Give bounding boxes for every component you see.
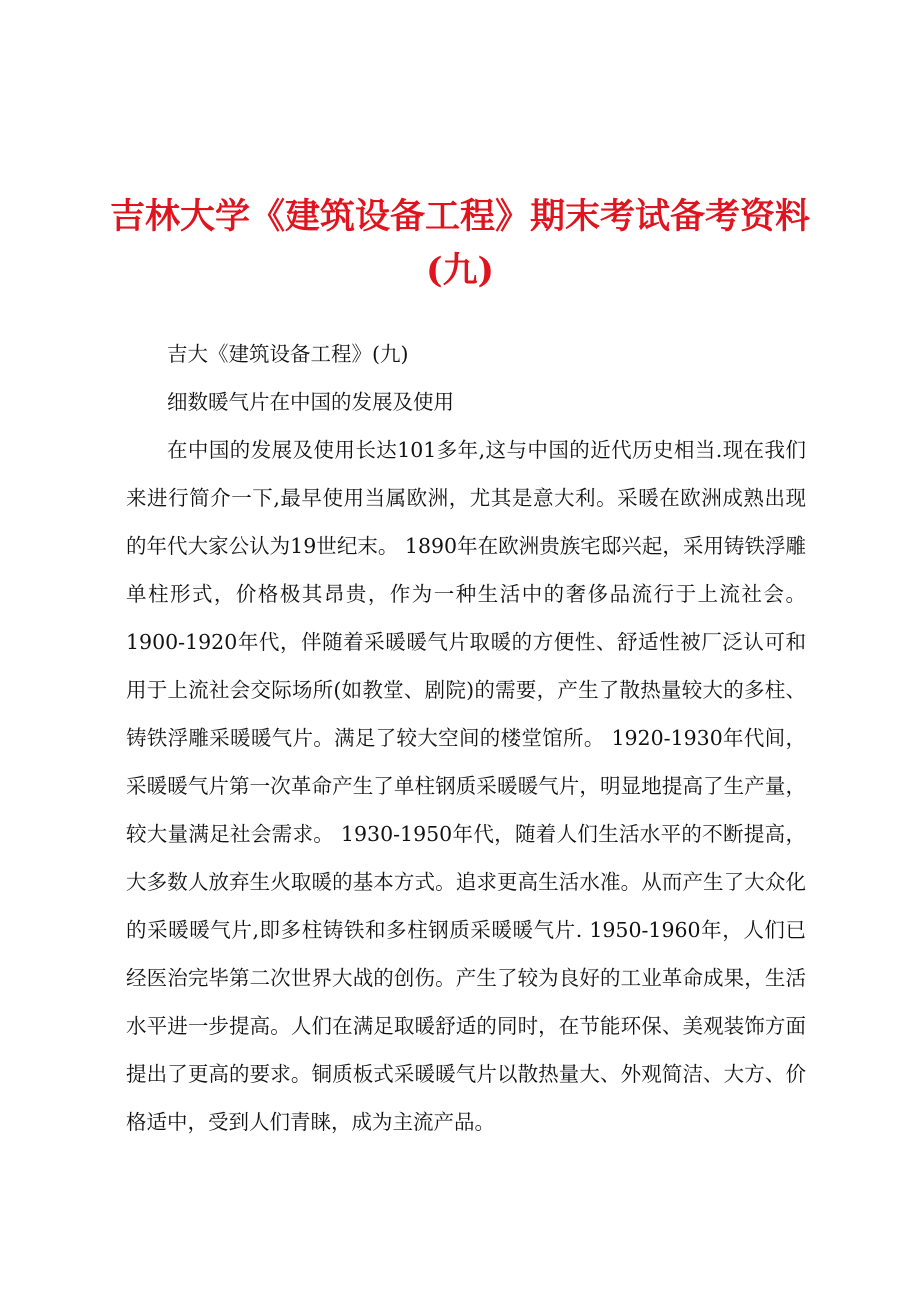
document-body [126,330,806,1146]
paragraph-subtitle: 吉大《建筑设备工程》(九) [167,342,409,366]
paragraph-heading: 细数暖气片在中国的发展及使用 [167,390,454,414]
document-title: 吉林大学《建筑设备工程》期末考试备考资料(九) [110,196,811,291]
paragraph-main: 在中国的发展及使用长达101多年,这与中国的近代历史相当.现在我们来进行简介一下,最早使用当属欧洲，尤其是意大利。采暖在欧洲成熟出现的年代大家公认为19世纪末。 1890年在欧洲贵族宅邸兴起，采用铸铁浮雕单柱形式，价格极其昂贵，作为一种生活中的奢侈品流行于上流社会。 1900-1920年代，伴随着采暖暖气片取暖的方便性、舒适性被厂泛认可和用于上流社会交际场所(如教堂、剧院)的需要，产生了散热量较大的多柱、铸铁浮雕采暖暖气片。满足了较大空间的楼堂馆所。 1920-1930年代间，采暖暖气片第一次革命产生了单柱钢质采暖暖气片，明显地提高了生产量，较大量满足社会需求。 1930-1950年代，随着人们生活水平的不断提高，大多数人放弃生火取暖的基本方式。追求更高生活水准。从而产生了大众化的采暖暖气片,即多柱铸铁和多柱钢质采暖暖气片. 1950-1960年，人们已经医治完毕第二次世界大战的创伤。产生了较为良好的工业革命成果，生活水平进一步提高。人们在满足取暖舒适的同时，在节能环保、美观装饰方面提出了更高的要求。铜质板式采暖暖气片以散热量大、外观简洁、大方、价格适中，受到人们青睐，成为主流产品。 [126,438,806,1134]
